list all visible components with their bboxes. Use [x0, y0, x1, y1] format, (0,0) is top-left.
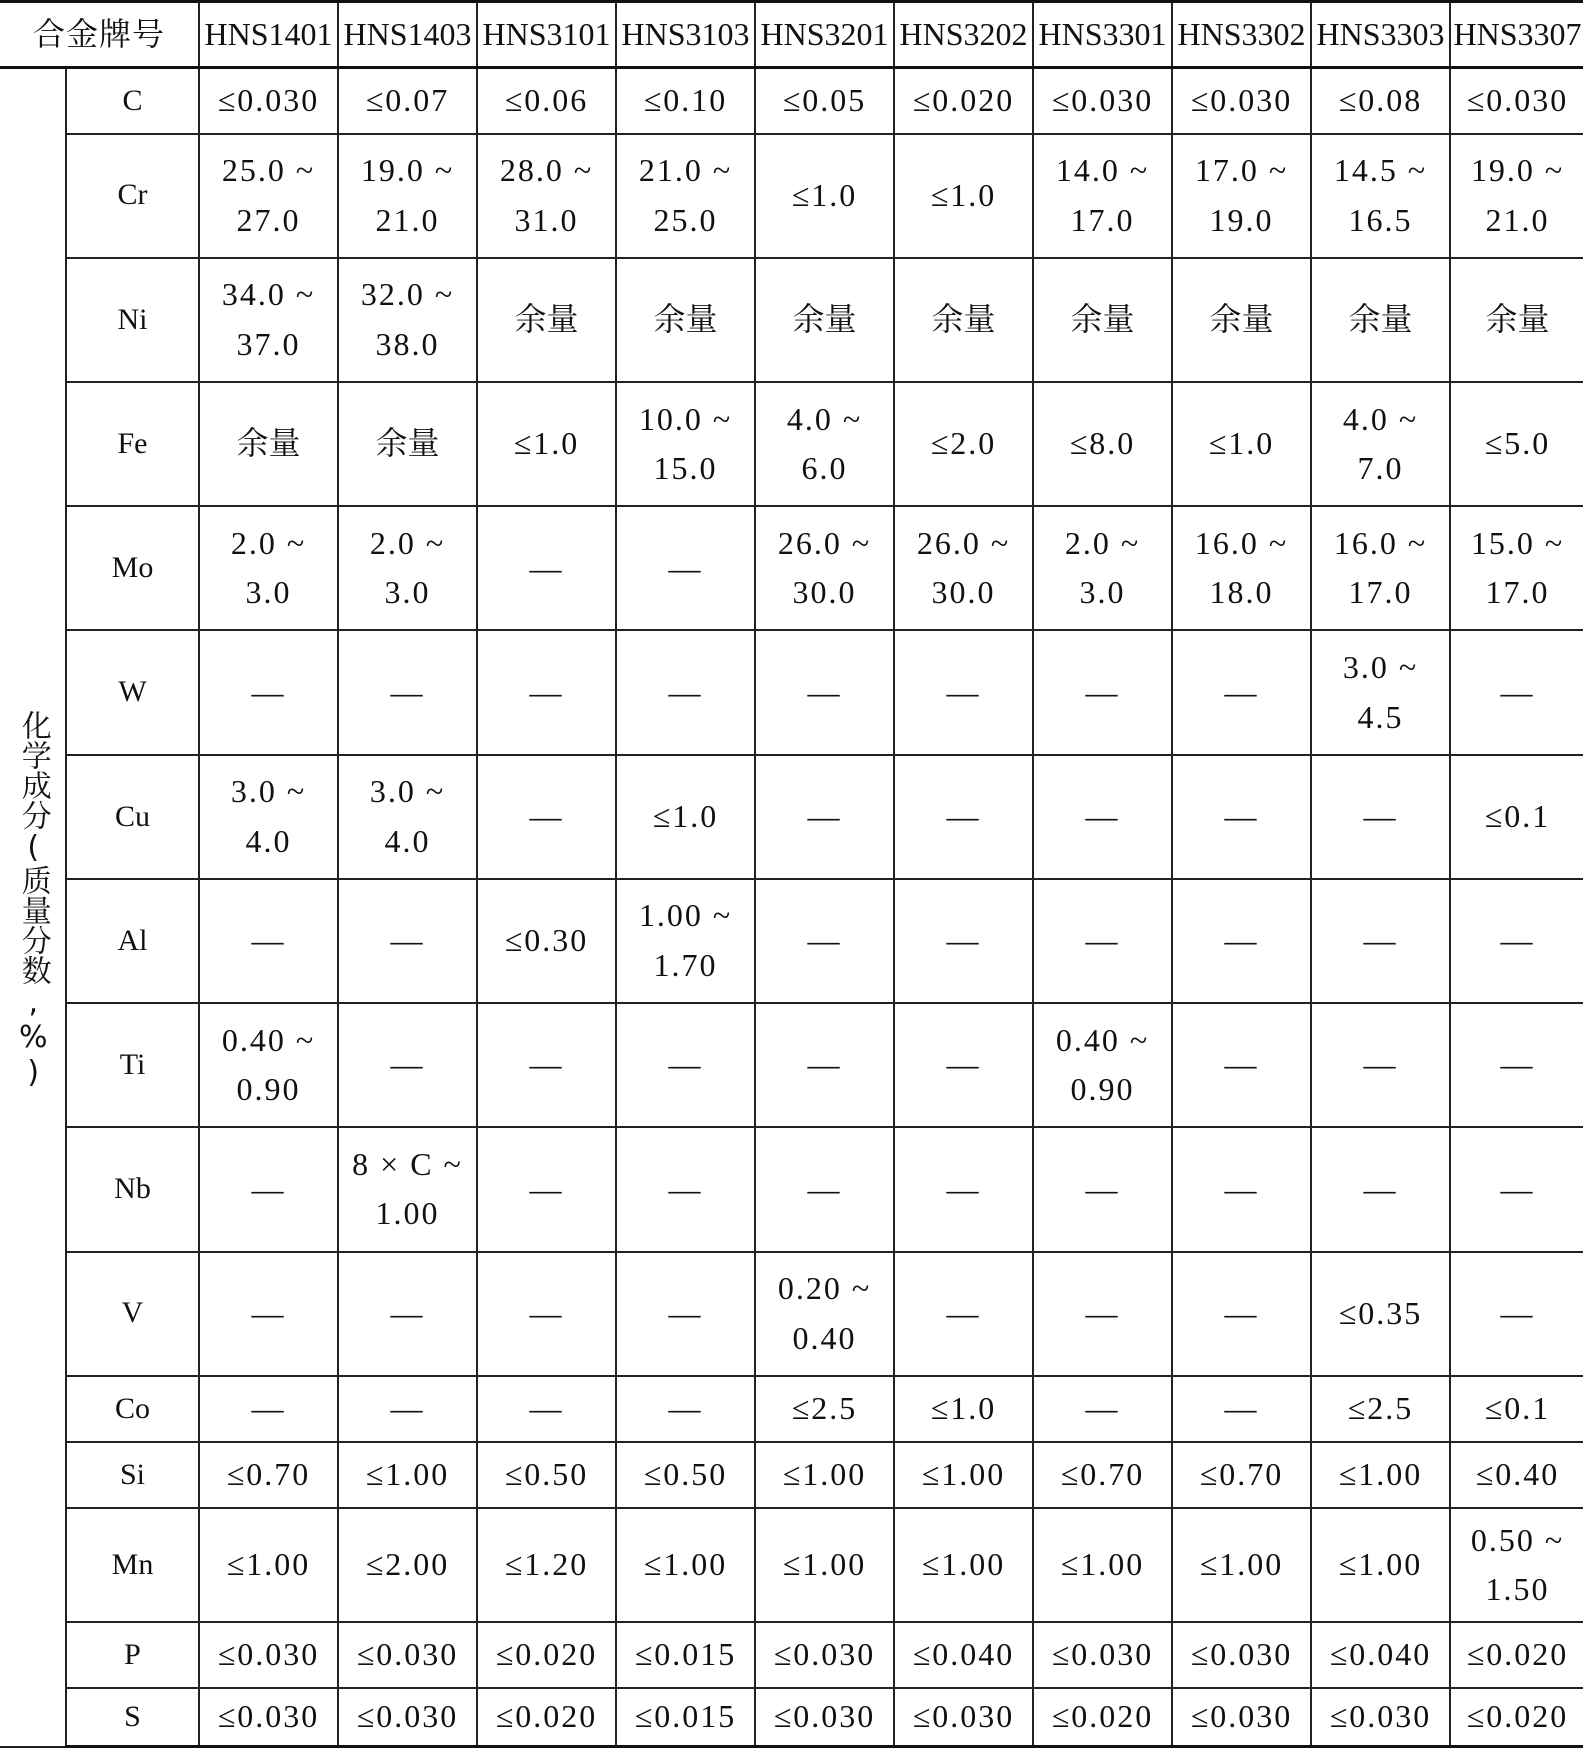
value-cell: ≤2.0 [894, 382, 1033, 506]
value-cell: 2.0 ~ 3.0 [338, 506, 477, 630]
value-cell: ≤0.07 [338, 68, 477, 134]
value-cell: — [616, 630, 755, 754]
table-body [0, 68, 1583, 1747]
value-cell: 34.0 ~ 37.0 [199, 258, 338, 382]
element-cell: Mn [66, 1508, 199, 1622]
value-cell: 余量 [338, 382, 477, 506]
value-cell: 19.0 ~ 21.0 [338, 134, 477, 258]
value-cell: — [616, 1252, 755, 1376]
value-cell: ≤0.020 [894, 68, 1033, 134]
element-cell: Si [66, 1442, 199, 1508]
value-cell: ≤0.1 [1450, 755, 1583, 879]
value-cell: — [1172, 1252, 1311, 1376]
value-cell: — [755, 630, 894, 754]
value-cell: — [477, 1127, 616, 1251]
value-cell: 2.0 ~ 3.0 [199, 506, 338, 630]
value-cell: 21.0 ~ 25.0 [616, 134, 755, 258]
value-cell: 1.00 ~ 1.70 [616, 879, 755, 1003]
element-cell: Co [66, 1376, 199, 1442]
value-cell: ≤0.05 [755, 68, 894, 134]
value-cell: ≤0.70 [1033, 1442, 1172, 1508]
table-row [0, 1376, 1583, 1442]
value-cell: — [1450, 879, 1583, 1003]
value-cell: ≤0.50 [477, 1442, 616, 1508]
value-cell: — [616, 1127, 755, 1251]
value-cell: ≤0.020 [477, 1688, 616, 1746]
value-cell: ≤0.015 [616, 1622, 755, 1688]
value-cell: ≤0.030 [1033, 1622, 1172, 1688]
value-cell: — [1311, 879, 1450, 1003]
table-row [0, 1508, 1583, 1622]
value-cell: — [894, 630, 1033, 754]
table-row [0, 630, 1583, 754]
grade-header: HNS3201 [755, 2, 894, 68]
value-cell: 余量 [1033, 258, 1172, 382]
element-cell: W [66, 630, 199, 754]
value-cell: 0.40 ~ 0.90 [199, 1003, 338, 1127]
value-cell: ≤8.0 [1033, 382, 1172, 506]
value-cell: 3.0 ~ 4.0 [338, 755, 477, 879]
value-cell: — [894, 1252, 1033, 1376]
value-cell: — [1172, 1127, 1311, 1251]
value-cell: — [1033, 1376, 1172, 1442]
value-cell: 余量 [894, 258, 1033, 382]
value-cell: — [338, 879, 477, 1003]
value-cell: 17.0 ~ 19.0 [1172, 134, 1311, 258]
table-row [0, 1003, 1583, 1127]
value-cell: ≤0.30 [477, 879, 616, 1003]
value-cell: ≤0.50 [616, 1442, 755, 1508]
value-cell: — [894, 755, 1033, 879]
value-cell: 4.0 ~ 6.0 [755, 382, 894, 506]
value-cell: — [1172, 879, 1311, 1003]
value-cell: — [894, 1127, 1033, 1251]
value-cell: — [338, 1252, 477, 1376]
element-cell: Mo [66, 506, 199, 630]
value-cell: ≤2.5 [1311, 1376, 1450, 1442]
value-cell: — [894, 1003, 1033, 1127]
table-row [0, 1442, 1583, 1508]
value-cell: ≤0.70 [199, 1442, 338, 1508]
table-row [0, 382, 1583, 506]
element-cell: Cu [66, 755, 199, 879]
value-cell: — [1311, 1127, 1450, 1251]
grade-header: HNS3103 [616, 2, 755, 68]
value-cell: ≤5.0 [1450, 382, 1583, 506]
value-cell: ≤1.00 [894, 1508, 1033, 1622]
value-cell: — [1033, 1127, 1172, 1251]
value-cell: 14.0 ~ 17.0 [1033, 134, 1172, 258]
value-cell: ≤1.0 [1172, 382, 1311, 506]
value-cell: — [1450, 1252, 1583, 1376]
value-cell: 余量 [1311, 258, 1450, 382]
value-cell: 15.0 ~ 17.0 [1450, 506, 1583, 630]
value-cell: ≤0.020 [477, 1622, 616, 1688]
table-row [0, 879, 1583, 1003]
chemical-composition-label [0, 68, 66, 1747]
value-cell: ≤0.030 [338, 1622, 477, 1688]
value-cell: ≤1.0 [894, 134, 1033, 258]
element-cell: V [66, 1252, 199, 1376]
value-cell: — [199, 879, 338, 1003]
value-cell: ≤0.030 [1172, 68, 1311, 134]
grade-header: HNS3302 [1172, 2, 1311, 68]
value-cell: ≤0.030 [1311, 1688, 1450, 1746]
value-cell: ≤1.00 [1172, 1508, 1311, 1622]
value-cell: — [1450, 1127, 1583, 1251]
value-cell: ≤0.10 [616, 68, 755, 134]
value-cell: 余量 [199, 382, 338, 506]
value-cell: 28.0 ~ 31.0 [477, 134, 616, 258]
value-cell: — [477, 1376, 616, 1442]
value-cell: ≤0.015 [616, 1688, 755, 1746]
chemical-composition-text: 化学成分(质量分数,%) [15, 709, 51, 1090]
value-cell: 16.0 ~ 18.0 [1172, 506, 1311, 630]
value-cell: — [477, 755, 616, 879]
value-cell: ≤0.030 [338, 1688, 477, 1746]
grade-header: HNS1403 [338, 2, 477, 68]
value-cell: ≤0.040 [894, 1622, 1033, 1688]
table-row [0, 1252, 1583, 1376]
value-cell: 余量 [1450, 258, 1583, 382]
value-cell: 8 × C ~ 1.00 [338, 1127, 477, 1251]
value-cell: ≤1.00 [894, 1442, 1033, 1508]
value-cell: 0.50 ~ 1.50 [1450, 1508, 1583, 1622]
value-cell: 2.0 ~ 3.0 [1033, 506, 1172, 630]
value-cell: — [1172, 1003, 1311, 1127]
value-cell: ≤0.030 [199, 1622, 338, 1688]
value-cell: — [199, 1127, 338, 1251]
value-cell: — [616, 506, 755, 630]
element-cell: S [66, 1688, 199, 1746]
element-cell: C [66, 68, 199, 134]
value-cell: 余量 [1172, 258, 1311, 382]
element-cell: Fe [66, 382, 199, 506]
value-cell: 26.0 ~ 30.0 [894, 506, 1033, 630]
value-cell: — [477, 1003, 616, 1127]
value-cell: ≤0.08 [1311, 68, 1450, 134]
value-cell: ≤0.40 [1450, 1442, 1583, 1508]
value-cell: — [1172, 755, 1311, 879]
value-cell: ≤0.030 [755, 1688, 894, 1746]
value-cell: ≤1.00 [755, 1508, 894, 1622]
value-cell: — [616, 1376, 755, 1442]
value-cell: ≤1.00 [755, 1442, 894, 1508]
value-cell: ≤1.00 [1311, 1508, 1450, 1622]
value-cell: — [1033, 1252, 1172, 1376]
value-cell: 25.0 ~ 27.0 [199, 134, 338, 258]
value-cell: — [755, 879, 894, 1003]
header-row [0, 2, 1583, 68]
value-cell: 26.0 ~ 30.0 [755, 506, 894, 630]
value-cell: ≤2.00 [338, 1508, 477, 1622]
table-row [0, 134, 1583, 258]
value-cell: ≤0.030 [1450, 68, 1583, 134]
value-cell: 16.0 ~ 17.0 [1311, 506, 1450, 630]
value-cell: ≤1.0 [894, 1376, 1033, 1442]
value-cell: ≤0.030 [1172, 1622, 1311, 1688]
table-row [0, 755, 1583, 879]
element-cell: Ti [66, 1003, 199, 1127]
value-cell: — [1311, 1003, 1450, 1127]
value-cell: ≤0.030 [1033, 68, 1172, 134]
value-cell: 0.20 ~ 0.40 [755, 1252, 894, 1376]
value-cell: ≤0.020 [1450, 1688, 1583, 1746]
value-cell: 余量 [755, 258, 894, 382]
value-cell: ≤1.0 [477, 382, 616, 506]
value-cell: ≤0.040 [1311, 1622, 1450, 1688]
value-cell: ≤1.00 [338, 1442, 477, 1508]
grade-header: HNS3301 [1033, 2, 1172, 68]
value-cell: — [1450, 630, 1583, 754]
element-cell: P [66, 1622, 199, 1688]
value-cell: 余量 [616, 258, 755, 382]
value-cell: ≤2.5 [755, 1376, 894, 1442]
value-cell: — [477, 1252, 616, 1376]
value-cell: 19.0 ~ 21.0 [1450, 134, 1583, 258]
value-cell: 32.0 ~ 38.0 [338, 258, 477, 382]
value-cell: ≤0.06 [477, 68, 616, 134]
grade-header: HNS3101 [477, 2, 616, 68]
value-cell: — [1033, 630, 1172, 754]
value-cell: ≤1.00 [1311, 1442, 1450, 1508]
value-cell: 0.40 ~ 0.90 [1033, 1003, 1172, 1127]
value-cell: — [1033, 879, 1172, 1003]
value-cell: ≤0.030 [1172, 1688, 1311, 1746]
value-cell: 余量 [477, 258, 616, 382]
value-cell: 3.0 ~ 4.5 [1311, 630, 1450, 754]
value-cell: — [477, 630, 616, 754]
grade-header: HNS1401 [199, 2, 338, 68]
value-cell: — [755, 1127, 894, 1251]
value-cell: ≤1.00 [616, 1508, 755, 1622]
value-cell: — [1172, 630, 1311, 754]
value-cell: ≤0.1 [1450, 1376, 1583, 1442]
value-cell: ≤0.030 [894, 1688, 1033, 1746]
element-cell: Cr [66, 134, 199, 258]
table-row [0, 506, 1583, 630]
value-cell: ≤0.030 [199, 68, 338, 134]
element-cell: Ni [66, 258, 199, 382]
value-cell: — [1172, 1376, 1311, 1442]
element-cell: Nb [66, 1127, 199, 1251]
value-cell: — [616, 1003, 755, 1127]
value-cell: ≤0.030 [199, 1688, 338, 1746]
value-cell: — [199, 1376, 338, 1442]
table-row [0, 258, 1583, 382]
value-cell: — [755, 1003, 894, 1127]
value-cell: 4.0 ~ 7.0 [1311, 382, 1450, 506]
value-cell: — [755, 755, 894, 879]
value-cell: 14.5 ~ 16.5 [1311, 134, 1450, 258]
value-cell: ≤0.030 [755, 1622, 894, 1688]
value-cell: — [1450, 1003, 1583, 1127]
value-cell: 10.0 ~ 15.0 [616, 382, 755, 506]
value-cell: — [199, 1252, 338, 1376]
table-row [0, 1127, 1583, 1251]
value-cell: ≤0.35 [1311, 1252, 1450, 1376]
alloy-grade-header: 合金牌号 [0, 2, 199, 68]
value-cell: ≤0.70 [1172, 1442, 1311, 1508]
value-cell: — [199, 630, 338, 754]
value-cell: ≤1.0 [616, 755, 755, 879]
grade-header: HNS3303 [1311, 2, 1450, 68]
value-cell: 3.0 ~ 4.0 [199, 755, 338, 879]
value-cell: — [894, 879, 1033, 1003]
table-row [0, 1622, 1583, 1688]
value-cell: ≤0.020 [1450, 1622, 1583, 1688]
value-cell: — [338, 1003, 477, 1127]
value-cell: — [338, 1376, 477, 1442]
value-cell: ≤1.00 [199, 1508, 338, 1622]
value-cell: — [1033, 755, 1172, 879]
table-row [0, 68, 1583, 134]
value-cell: — [338, 630, 477, 754]
table-row [0, 1688, 1583, 1746]
grade-header: HNS3307 [1450, 2, 1583, 68]
element-cell: Al [66, 879, 199, 1003]
value-cell: ≤1.00 [1033, 1508, 1172, 1622]
value-cell: ≤1.0 [755, 134, 894, 258]
value-cell: — [1311, 755, 1450, 879]
value-cell: ≤1.20 [477, 1508, 616, 1622]
value-cell: — [477, 506, 616, 630]
grade-header: HNS3202 [894, 2, 1033, 68]
value-cell: ≤0.020 [1033, 1688, 1172, 1746]
